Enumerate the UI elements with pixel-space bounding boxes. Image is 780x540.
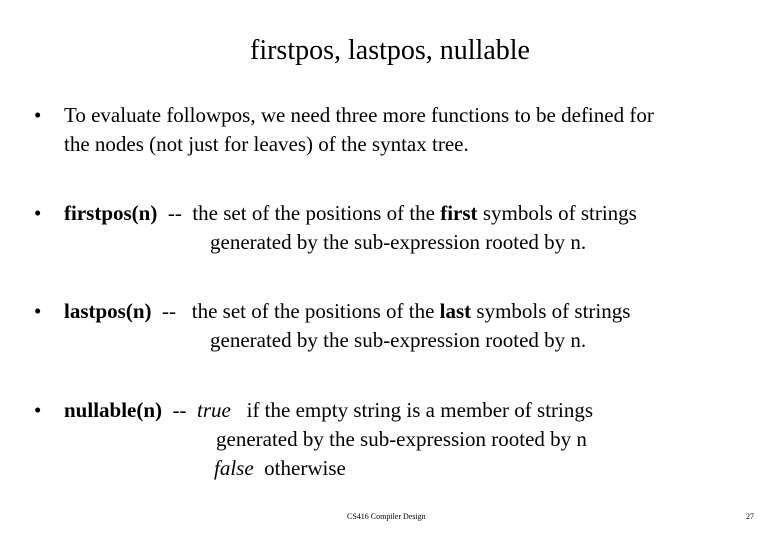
firstpos-text-a: the set of the positions of the	[192, 201, 435, 225]
firstpos-keyword: first	[440, 201, 478, 225]
nullable-line-3	[214, 454, 346, 483]
lastpos-line-2: generated by the sub-expression rooted by n.	[210, 328, 587, 352]
firstpos-dash: --	[167, 201, 182, 225]
lastpos-text-a: the set of the positions of the	[191, 299, 435, 323]
nullable-line-2: generated by the sub-expression rooted by n	[216, 427, 587, 451]
bullet-dot-icon: •	[34, 398, 42, 422]
nullable-true-text: if the empty string is a member of strings	[246, 398, 594, 422]
lastpos-text-b: symbols of strings	[476, 299, 631, 323]
lastpos-keyword: last	[439, 299, 472, 323]
nullable-false-text: otherwise	[264, 456, 346, 480]
lastpos-dash: --	[162, 299, 177, 323]
firstpos-text-b: symbols of strings	[482, 201, 637, 225]
nullable-term: nullable(n)	[64, 398, 163, 422]
firstpos-term: firstpos(n)	[64, 201, 158, 225]
lastpos-line-1	[64, 297, 630, 326]
bullet-dot-icon: •	[34, 103, 42, 127]
intro-line-2: the nodes (not just for leaves) of the syntax tree.	[64, 132, 469, 156]
intro-line-1: To evaluate followpos, we need three more functions to be defined for	[64, 103, 654, 127]
bullet-dot-icon: •	[34, 299, 42, 323]
nullable-true-word: true	[197, 398, 231, 422]
slide-title: firstpos, lastpos, nullable	[250, 35, 530, 66]
bullet-dot-icon: •	[34, 201, 42, 225]
footer-page-number: 27	[746, 512, 754, 521]
nullable-dash: --	[172, 398, 187, 422]
firstpos-line-2: generated by the sub-expression rooted by n.	[210, 230, 587, 254]
footer-course: CS416 Compiler Design	[347, 512, 426, 521]
firstpos-line-1	[64, 199, 637, 228]
nullable-line-1	[64, 396, 593, 425]
nullable-false-word: false	[214, 456, 254, 480]
lastpos-term: lastpos(n)	[64, 299, 152, 323]
